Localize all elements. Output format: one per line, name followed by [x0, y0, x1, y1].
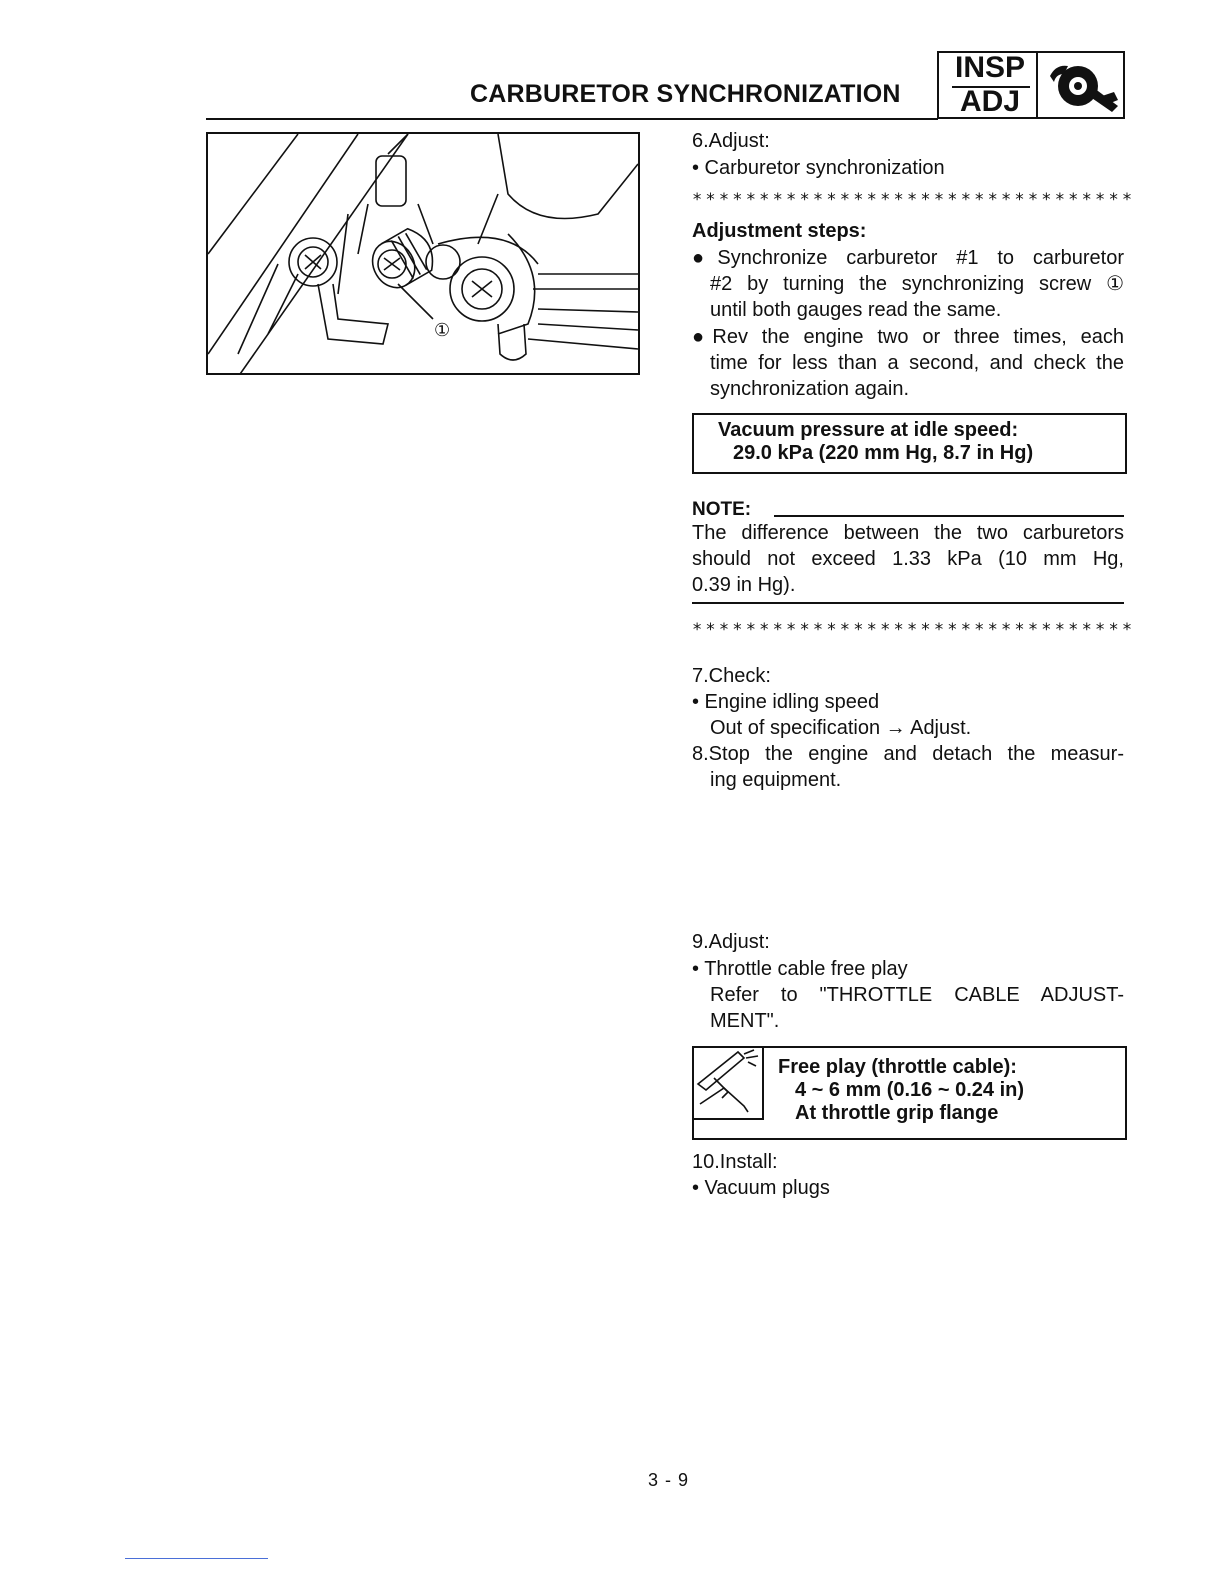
note-line-3: 0.39 in Hg).: [692, 574, 796, 596]
bottom-link-underline: [125, 1558, 268, 1559]
wrench-gauge-icon: [1042, 56, 1122, 116]
step-9-item: • Throttle cable free play: [692, 958, 908, 980]
step-8-line-1: 8.Stop the engine and detach the measur-: [692, 743, 1124, 765]
step-8-line-2: ing equipment.: [710, 769, 842, 791]
vacuum-spec-label: Vacuum pressure at idle speed:: [718, 419, 1019, 441]
note-bottom-rule: [692, 602, 1124, 604]
step-9-heading: 9.Adjust:: [692, 931, 770, 953]
adjustment-step-1-line-2: #2 by turning the synchronizing screw ①: [710, 273, 1124, 295]
caliper-icon: [694, 1048, 762, 1118]
badge-adj-label: ADJ: [959, 85, 1020, 118]
carburetor-diagram: [208, 134, 640, 375]
badge-insp-label: INSP: [954, 51, 1026, 84]
note-label: NOTE:: [692, 499, 752, 520]
separator-bottom: *********************************: [692, 620, 1136, 640]
page-title: CARBURETOR SYNCHRONIZATION: [470, 80, 901, 108]
adjustment-step-2-line-1: ●Rev the engine two or three times, each: [692, 326, 1124, 348]
callout-1: ①: [434, 320, 451, 341]
adjustment-step-2-line-2: time for less than a second, and check the: [710, 352, 1124, 374]
free-play-location: At throttle grip flange: [795, 1102, 999, 1124]
step-7-heading: 7.Check:: [692, 665, 771, 687]
note-top-rule: [774, 515, 1124, 517]
step-9-ref-line-1: Refer to "THROTTLE CABLE ADJUST-: [710, 984, 1124, 1006]
header-rule: [206, 118, 938, 120]
vacuum-spec-value: 29.0 kPa (220 mm Hg, 8.7 in Hg): [733, 442, 1034, 464]
note-line-2: should not exceed 1.33 kPa (10 mm Hg,: [692, 548, 1124, 570]
step-6-heading: 6.Adjust:: [692, 130, 770, 152]
step-10-heading: 10.Install:: [692, 1151, 778, 1173]
step-6-item: • Carburetor synchronization: [692, 157, 945, 179]
carburetor-illustration: [206, 132, 640, 375]
separator-top: *********************************: [692, 190, 1136, 210]
step-7-item: • Engine idling speed: [692, 691, 880, 713]
adjustment-heading: Adjustment steps:: [692, 220, 867, 242]
adjustment-step-1-line-1: ●Synchronize carburetor #1 to carburetor: [692, 247, 1124, 269]
free-play-label: Free play (throttle cable):: [778, 1056, 1017, 1078]
note-line-1: The difference between the two carburetors: [692, 522, 1124, 544]
page-number: 3 - 9: [648, 1470, 690, 1490]
step-9-ref-line-2: MENT".: [710, 1010, 780, 1032]
adjustment-step-2-line-3: synchronization again.: [710, 378, 910, 400]
step-7-sub: Out of specification → Adjust.: [710, 717, 972, 739]
free-play-value: 4 ~ 6 mm (0.16 ~ 0.24 in): [795, 1079, 1025, 1101]
badge-divider: [1036, 51, 1038, 119]
adjustment-step-1-line-3: until both gauges read the same.: [710, 299, 1002, 321]
step-10-item: • Vacuum plugs: [692, 1177, 830, 1199]
